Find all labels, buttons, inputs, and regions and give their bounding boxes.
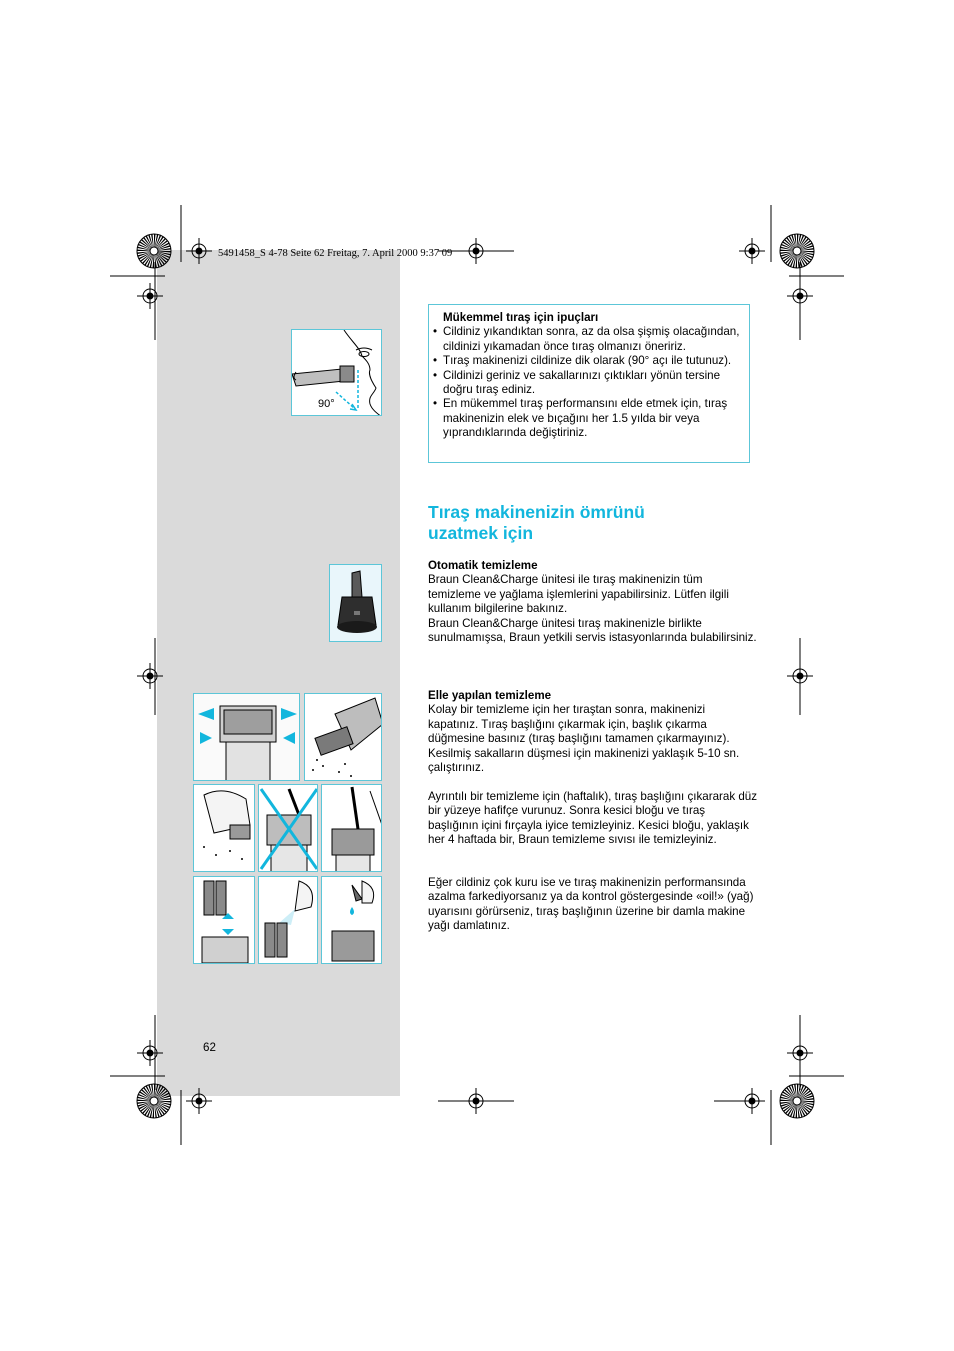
auto-cleaning-title: Otomatik temizleme bbox=[428, 559, 538, 572]
registration-wheel bbox=[137, 234, 171, 268]
face-shaver-illustration bbox=[292, 330, 382, 416]
list-item: • Cildinizi geriniz ve sakallarınızı çıktıkları yönün tersine doğru tıraş ediniz. bbox=[433, 369, 743, 398]
shaving-angle-figure bbox=[291, 329, 382, 416]
cleaning-step-figure bbox=[321, 876, 382, 964]
registration-wheel bbox=[780, 1084, 814, 1118]
clean-charge-figure bbox=[329, 564, 382, 642]
tips-title: Mükemmel tıraş için ipuçları bbox=[443, 311, 599, 324]
manual-cleaning-section bbox=[428, 689, 758, 775]
manual-cleaning-text: Ayrıntılı bir temizleme için (haftalık), tıraş başlığını çıkararak düz bir yüzeye hafifçe vurunuz. Sonra kesici bloğu ve tıraş başlığının içini fırçayla iyice temizleyiniz. Kesici bloğu, yaklaşık her 4 haftada bir, Braun temizleme sıvısı ile temizleyiniz. bbox=[428, 790, 758, 847]
auto-cleaning-text: Braun Clean&Charge ünitesi ile tıraş makinenizin tüm temizleme ve yağlama işlemlerini yapabilirsiniz. Lütfen ilgili kullanım bilgilerine bakınız. bbox=[428, 573, 729, 616]
cleaning-step-figure bbox=[258, 784, 318, 872]
print-info-line: 5491458_S 4-78 Seite 62 Freitag, 7. April 2000 9:37 09 bbox=[218, 248, 453, 259]
brush-cutter-block-illustration bbox=[322, 785, 382, 872]
cleaning-station-illustration bbox=[330, 565, 382, 642]
cleaning-step-figure bbox=[193, 693, 300, 781]
section-title bbox=[428, 502, 758, 544]
auto-cleaning-section bbox=[428, 559, 758, 645]
manual-cleaning-text: Kolay bir temizleme için her tıraştan sonra, makinenizi kapatınız. Tıraş başlığını çıkarmak için, başlık çıkarma düğmesine basınız (tıraş başlığını tamamen çıkarmayınız). Kesilmiş sakalların düşmesi için makinenizi yaklaşık 5-10 sn. çalıştırınız. bbox=[428, 703, 740, 775]
section-title-line: uzatmek için bbox=[428, 523, 534, 543]
hand-tapping-illustration bbox=[194, 785, 255, 872]
angle-label: 90° bbox=[318, 398, 335, 410]
shaver-head-release-illustration bbox=[194, 694, 300, 781]
cleaning-step-figure bbox=[304, 693, 382, 781]
registration-wheel bbox=[780, 234, 814, 268]
shaver-tapping-illustration bbox=[305, 694, 382, 781]
cleaning-step-figure bbox=[193, 784, 255, 872]
oil-drop-illustration bbox=[322, 877, 382, 964]
list-item: • En mükemmel tıraş performansını elde etmek için, tıraş makinenizin elek ve bıçağını her 1.5 yılda bir veya yıprandıklarında değiştiriniz. bbox=[433, 397, 743, 440]
list-item: • Tıraş makinenizi cildinize dik olarak (90° açı ile tutunuz). bbox=[433, 354, 743, 368]
list-item: • Cildiniz yıkandıktan sonra, az da olsa şişmiş olacağından, cildinizi yıkamadan önce tıraş olmanızı öneririz. bbox=[433, 325, 743, 354]
cleaning-step-figure bbox=[258, 876, 318, 964]
section-title-line: Tıraş makinenizin ömrünü bbox=[428, 502, 645, 522]
cleaning-step-figure bbox=[321, 784, 382, 872]
tips-box bbox=[428, 304, 750, 463]
spray-cleaning-illustration bbox=[259, 877, 318, 964]
auto-cleaning-text: Braun Clean&Charge ünitesi tıraş makinenizle birlikte sunulmamışsa, Braun yetkili servis istasyonlarında bulabilirsiniz. bbox=[428, 616, 757, 645]
remove-cutter-illustration bbox=[194, 877, 255, 964]
registration-wheel bbox=[137, 1084, 171, 1118]
cleaning-step-figure bbox=[193, 876, 255, 964]
do-not-brush-foil-illustration bbox=[259, 785, 318, 872]
page-number: 62 bbox=[203, 1041, 216, 1054]
manual-cleaning-title: Elle yapılan temizleme bbox=[428, 689, 552, 702]
manual-cleaning-text: Eğer cildiniz çok kuru ise ve tıraş makinenizin performansında azalma farkediyorsanız ya da kontrol göstergesinde «oil!» (yağ) uyarısını görürseniz, tıraş başlığının üzerine bir damla makine yağı damlatınız. bbox=[428, 876, 754, 933]
tips-list bbox=[433, 325, 743, 440]
